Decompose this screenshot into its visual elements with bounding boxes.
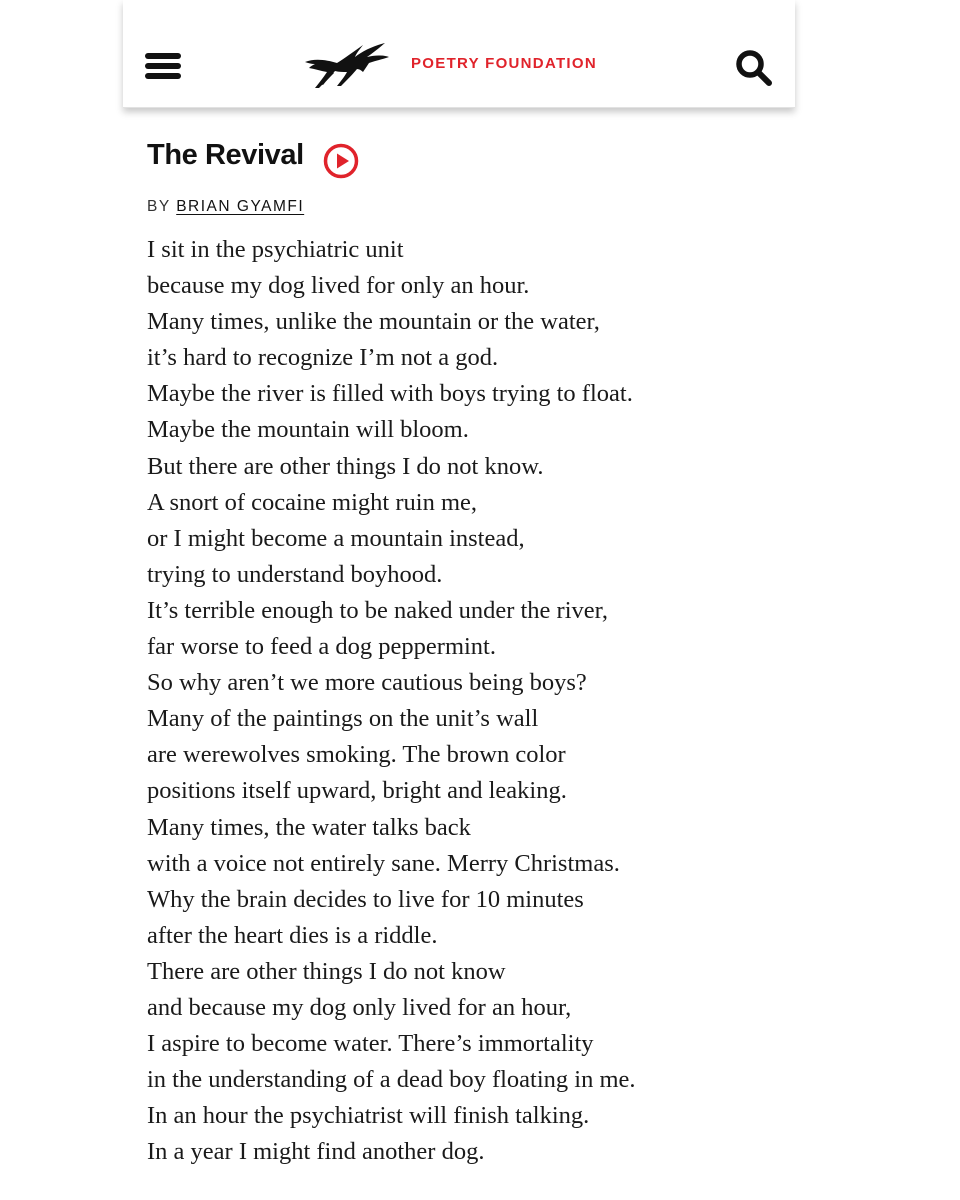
poem-line: are werewolves smoking. The brown color [147,741,566,769]
poem-line: I sit in the psychiatric unit [147,236,404,263]
poem-line: Many of the paintings on the unit’s wall [147,705,539,733]
hamburger-menu-icon[interactable] [145,51,181,81]
by-label: BY [147,198,171,215]
poem-line: trying to understand boyhood. [147,560,443,588]
poem-line: In a year I might find another dog. [147,1138,485,1166]
poem-line: because my dog lived for only an hour. [147,272,530,300]
poem-line: in the understanding of a dead boy floating in me. [147,1066,636,1094]
author-link[interactable]: BRIAN GYAMFI [176,198,305,215]
poem-body [147,232,636,1170]
poem-title: The Revival [147,139,304,171]
poem-line: Many times, unlike the mountain or the water, [147,308,600,336]
byline [147,198,304,216]
poem-line: I aspire to become water. There’s immortality [147,1030,594,1058]
poem-content [147,132,777,1166]
search-icon[interactable] [734,48,774,88]
poem-line: But there are other things I do not know. [147,452,544,480]
menu-bar [145,53,181,59]
menu-bar [145,73,181,79]
poem-line: and because my dog only lived for an hour, [147,993,572,1021]
brand-name: POETRY FOUNDATION [411,55,597,72]
poem-line: Why the brain decides to live for 10 minutes [147,885,584,913]
poem-line: positions itself upward, bright and leaking. [147,777,567,805]
poem-line: far worse to feed a dog peppermint. [147,633,496,661]
menu-bar [145,63,181,69]
site-header [123,0,795,108]
poem-line: with a voice not entirely sane. Merry Christmas. [147,849,620,877]
poem-line: So why aren’t we more cautious being boys? [147,669,587,697]
poem-line: Maybe the river is filled with boys trying to float. [147,380,633,408]
poem-line: A snort of cocaine might ruin me, [147,488,477,516]
poem-line: Maybe the mountain will bloom. [147,416,469,444]
pegasus-logo-icon [301,36,397,94]
page-frame [123,0,795,1200]
poem-line: Many times, the water talks back [147,813,471,841]
poem-line: or I might become a mountain instead, [147,524,525,552]
poem-line: In an hour the psychiatrist will finish talking. [147,1102,590,1130]
poem-line: it’s hard to recognize I’m not a god. [147,344,499,372]
title-row [147,132,777,182]
poem-line: It’s terrible enough to be naked under the river, [147,596,608,624]
play-audio-icon[interactable] [323,143,359,179]
poem-line: There are other things I do not know [147,957,506,985]
poetry-foundation-logo[interactable] [301,36,621,94]
poem-line: after the heart dies is a riddle. [147,921,438,949]
